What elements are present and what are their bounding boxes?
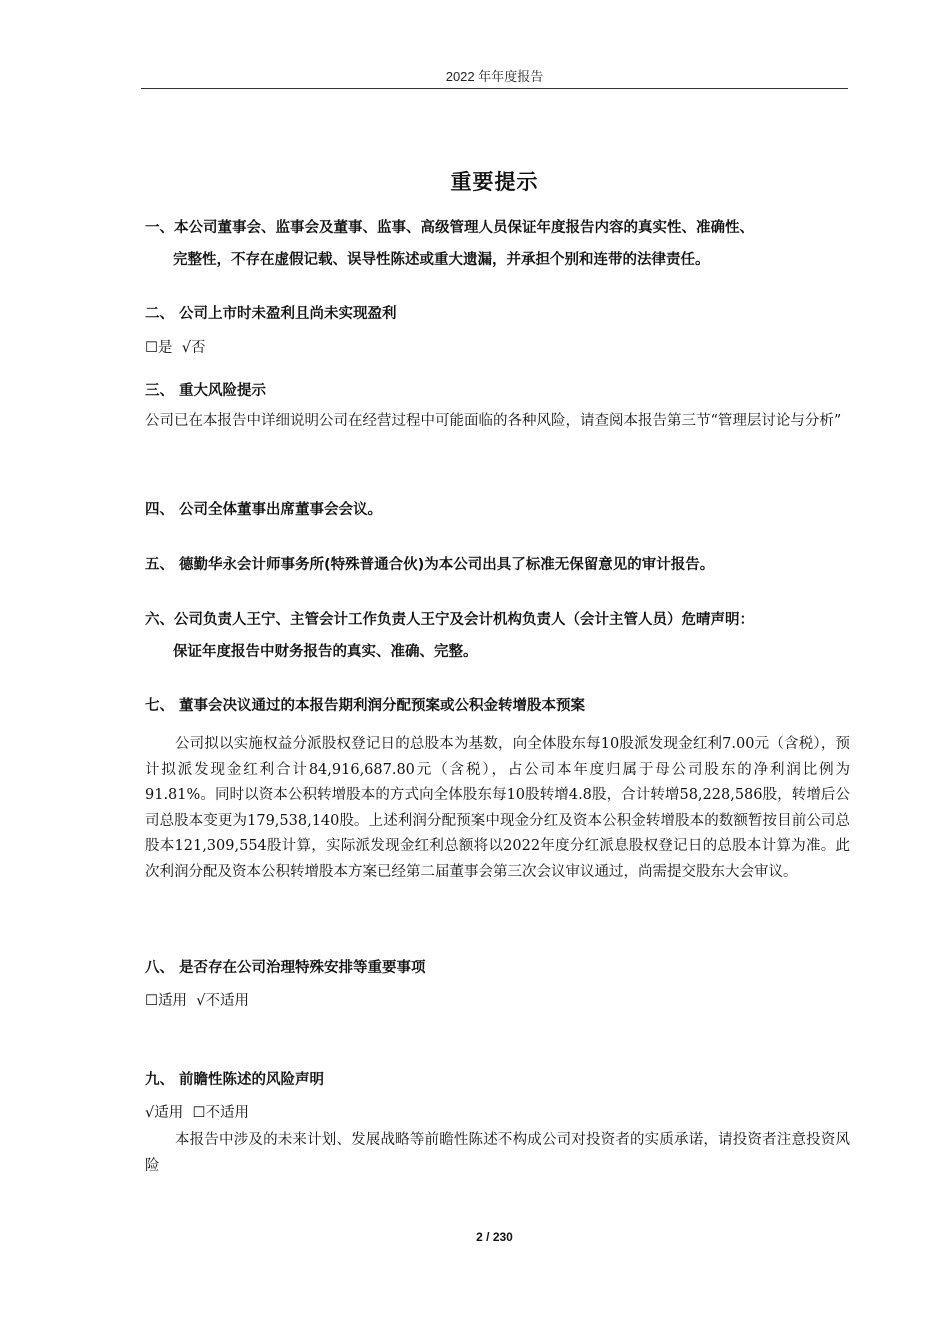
section-2-heading: 二、 公司上市时未盈利且尚未实现盈利 xyxy=(145,306,397,322)
section-4-heading: 四、 公司全体董事出席董事会会议。 xyxy=(145,502,383,518)
section-1-line2: 完整性，不存在虚假记载、误导性陈述或重大遗漏，并承担个别和连带的法律责任。 xyxy=(173,252,710,268)
page-number: 2 / 230 xyxy=(476,1230,513,1244)
section-1-line1: 一、本公司董事会、监事会及董事、监事、高级管理人员保证年度报告内容的真实性、准确性、 xyxy=(145,220,754,236)
section-2-options: ☐是 √否 xyxy=(145,340,206,356)
section-7-heading: 七、 董事会决议通过的本报告期利润分配预案或公积金转增股本预案 xyxy=(145,698,586,714)
section-9-text: 本报告中涉及的未来计划、发展战略等前瞻性陈述不构成公司对投资者的实质承诺，请投资者注意投资风险 xyxy=(145,1132,850,1174)
section-5-heading: 五、 德勤华永会计师事务所(特殊普通合伙)为本公司出具了标准无保留意见的审计报告。 xyxy=(145,557,715,573)
header-rule xyxy=(141,88,848,89)
section-9-heading: 九、 前瞻性陈述的风险声明 xyxy=(145,1072,325,1088)
section-6-line2: 保证年度报告中财务报告的真实、准确、完整。 xyxy=(173,644,478,660)
page-title: 重要提示 xyxy=(450,170,539,194)
section-9-options: √适用 ☐不适用 xyxy=(145,1105,249,1121)
running-header: 2022 年年度报告 xyxy=(445,69,544,84)
section-8-options: ☐适用 √不适用 xyxy=(145,993,249,1009)
section-8-heading: 八、 是否存在公司治理特殊安排等重要事项 xyxy=(145,960,426,976)
section-6 xyxy=(145,604,850,668)
section-7-text: 公司拟以实施权益分派股权登记日的总股本为基数，向全体股东每10股派发现金红利7.00元（含税），预计拟派发现金红利合计84,916,687.80元（含税），占公司本年度归属于母公司股东的净利润比例为91.81%。同时以资本公积转增股本的方式向全体股东每10股转增4.8股，合计转增58,228,586股，转增后公司总股本变更为179,538,140股。上述利润分配预案中现金分红及资本公积金转增股本的数额暂按目前公司总股本121,309,554股计算，实际派发现金红利总额将以2022年度分红派息股权登记日的总股本计算为准。此次利润分配及资本公积转增股本方案已经第二届董事会第三次会议审议通过，尚需提交股东大会审议。 xyxy=(145,736,850,880)
section-1 xyxy=(145,212,850,276)
section-3-text: 公司已在本报告中详细说明公司在经营过程中可能面临的各种风险，请查阅本报告第三节“管理层讨论与分析” xyxy=(145,413,842,429)
section-6-line1: 六、公司负责人王宁、主管会计工作负责人王宁及会计机构负责人（会计主管人员）危晴声明： xyxy=(145,612,754,628)
section-3-heading: 三、 重大风险提示 xyxy=(145,383,267,399)
